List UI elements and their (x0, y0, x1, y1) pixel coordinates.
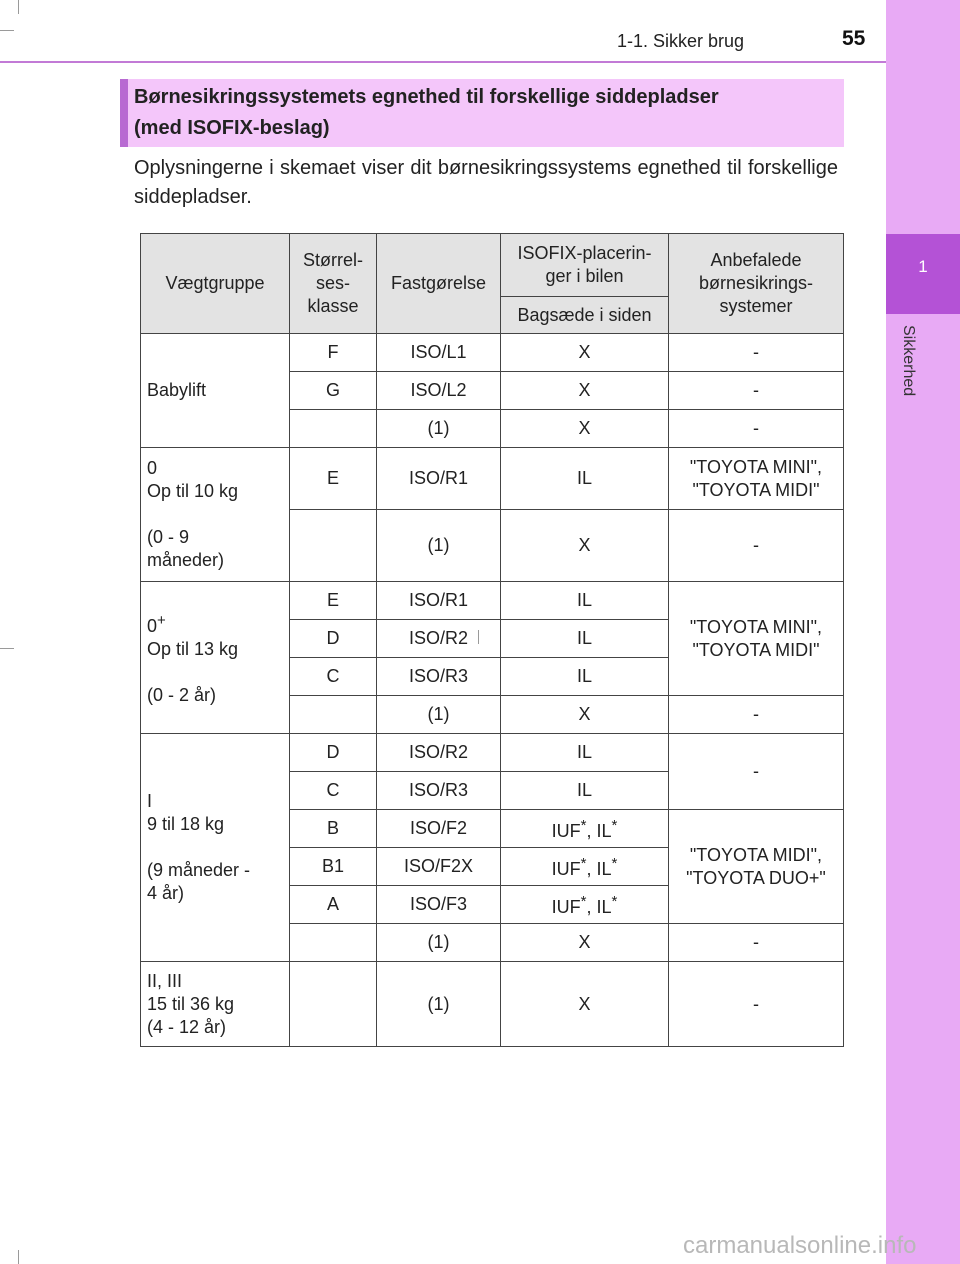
seat-value: IUF (551, 821, 581, 841)
seat-cell (501, 810, 669, 848)
seat-cell (501, 848, 669, 886)
size-class-cell: E (290, 582, 377, 620)
recommended-cell: - (669, 734, 844, 810)
size-class-cell: E (290, 448, 377, 510)
weight-group-number: 0 (147, 615, 158, 636)
seat-cell: X (501, 696, 669, 734)
page-number: 55 (842, 27, 866, 50)
fixture-cell: ISO/R2 (377, 620, 501, 658)
seat-value: IUF (551, 859, 581, 879)
header-size-class: Størrel- ses- klasse (290, 234, 377, 334)
fixture-cell: (1) (377, 510, 501, 582)
asterisk-mark: * (580, 817, 587, 834)
header-fixture: Fastgørelse (377, 234, 501, 334)
banner-title-line2: (med ISOFIX-beslag) (134, 117, 330, 139)
seat-cell: X (501, 410, 669, 448)
table-row (141, 962, 844, 1047)
weight-group-detail: Op til 13 kg (0 - 2 år) (147, 638, 239, 705)
seat-cell: IL (501, 734, 669, 772)
size-class-cell: G (290, 372, 377, 410)
asterisk-mark: * (611, 893, 618, 910)
watermark: carmanualsonline.info (683, 1232, 917, 1259)
size-class-cell: D (290, 734, 377, 772)
plus-superscript: + (157, 611, 166, 629)
section-title: 1-1. Sikker brug (617, 31, 745, 51)
fixture-cell: ISO/R1 (377, 448, 501, 510)
recommended-cell: - (669, 962, 844, 1047)
seat-value: IUF (551, 897, 581, 917)
fixture-cell: ISO/L1 (377, 334, 501, 372)
fixture-cell: (1) (377, 962, 501, 1047)
crop-mark (0, 30, 14, 31)
recommended-cell: "TOYOTA MIDI", "TOYOTA DUO+" (669, 810, 844, 924)
weight-group-cell (141, 582, 290, 734)
asterisk-mark: * (580, 893, 587, 910)
size-class-cell (290, 962, 377, 1047)
size-class-cell: B1 (290, 848, 377, 886)
size-class-cell (290, 510, 377, 582)
fixture-cell: ISO/R3 (377, 772, 501, 810)
fixture-cell: ISO/L2 (377, 372, 501, 410)
recommended-cell: "TOYOTA MINI", "TOYOTA MIDI" (669, 582, 844, 696)
crop-mark (0, 648, 14, 649)
table-row (141, 334, 844, 372)
header-recommended-systems: Anbefalede børnesikrings- systemer (669, 234, 844, 334)
weight-group-cell: Babylift (141, 334, 290, 448)
table-row (141, 448, 844, 510)
table-row (141, 734, 844, 772)
fixture-cell: ISO/F2X (377, 848, 501, 886)
intro-paragraph: Oplysningerne i skemaet viser dit børnesikringssystems egnethed til forskellige siddepladser. (134, 157, 838, 208)
header-weight-group: Vægtgruppe (141, 234, 290, 334)
fixture-cell: ISO/R3 (377, 658, 501, 696)
weight-group-cell: 0 Op til 10 kg (0 - 9 måneder) (141, 448, 290, 582)
size-class-cell (290, 696, 377, 734)
recommended-cell: - (669, 372, 844, 410)
header-rule (0, 61, 886, 63)
fixture-cell: ISO/F3 (377, 886, 501, 924)
size-class-cell: C (290, 658, 377, 696)
fixture-cell: (1) (377, 410, 501, 448)
seat-cell: X (501, 372, 669, 410)
header-isofix-positions: ISOFIX-placerin- ger i bilen (501, 234, 669, 297)
table-row (141, 582, 844, 620)
seat-cell: X (501, 924, 669, 962)
header-rear-side-seat: Bagsæde i siden (501, 297, 669, 334)
banner-title-line1: Børnesikringssystemets egnethed til forskellige siddepladser (134, 86, 719, 108)
seat-cell: X (501, 510, 669, 582)
chapter-sidebar (886, 0, 960, 1264)
chapter-tab: 1 (886, 234, 960, 314)
seat-cell: IL (501, 448, 669, 510)
size-class-cell: D (290, 620, 377, 658)
weight-group-cell: II, III 15 til 36 kg (4 - 12 år) (141, 962, 290, 1047)
size-class-cell: C (290, 772, 377, 810)
seat-cell: IL (501, 772, 669, 810)
recommended-cell: - (669, 410, 844, 448)
chapter-label: Sikkerhed (900, 325, 917, 397)
recommended-cell: - (669, 696, 844, 734)
asterisk-mark: * (611, 855, 618, 872)
section-banner (120, 79, 844, 147)
asterisk-mark: * (611, 817, 618, 834)
size-class-cell (290, 410, 377, 448)
seat-value: , IL (586, 821, 612, 841)
seat-value: , IL (586, 859, 612, 879)
crop-mark (18, 0, 19, 14)
seat-cell: IL (501, 582, 669, 620)
recommended-cell: "TOYOTA MINI", "TOYOTA MIDI" (669, 448, 844, 510)
weight-group-cell: I 9 til 18 kg (9 måneder - 4 år) (141, 734, 290, 962)
seat-cell (501, 886, 669, 924)
seat-value: , IL (586, 897, 612, 917)
recommended-cell: - (669, 334, 844, 372)
fixture-cell: (1) (377, 924, 501, 962)
fixture-cell: ISO/R2 (377, 734, 501, 772)
recommended-cell: - (669, 924, 844, 962)
size-class-cell: B (290, 810, 377, 848)
seat-cell: X (501, 334, 669, 372)
fixture-cell: (1) (377, 696, 501, 734)
seat-cell: X (501, 962, 669, 1047)
size-class-cell (290, 924, 377, 962)
size-class-cell: F (290, 334, 377, 372)
size-class-cell: A (290, 886, 377, 924)
recommended-cell: - (669, 510, 844, 582)
asterisk-mark: * (580, 855, 587, 872)
fixture-cell: ISO/F2 (377, 810, 501, 848)
seat-cell: IL (501, 658, 669, 696)
fixture-cell: ISO/R1 (377, 582, 501, 620)
crop-mark (18, 1250, 19, 1264)
seat-cell: IL (501, 620, 669, 658)
isofix-suitability-table (140, 233, 844, 1047)
